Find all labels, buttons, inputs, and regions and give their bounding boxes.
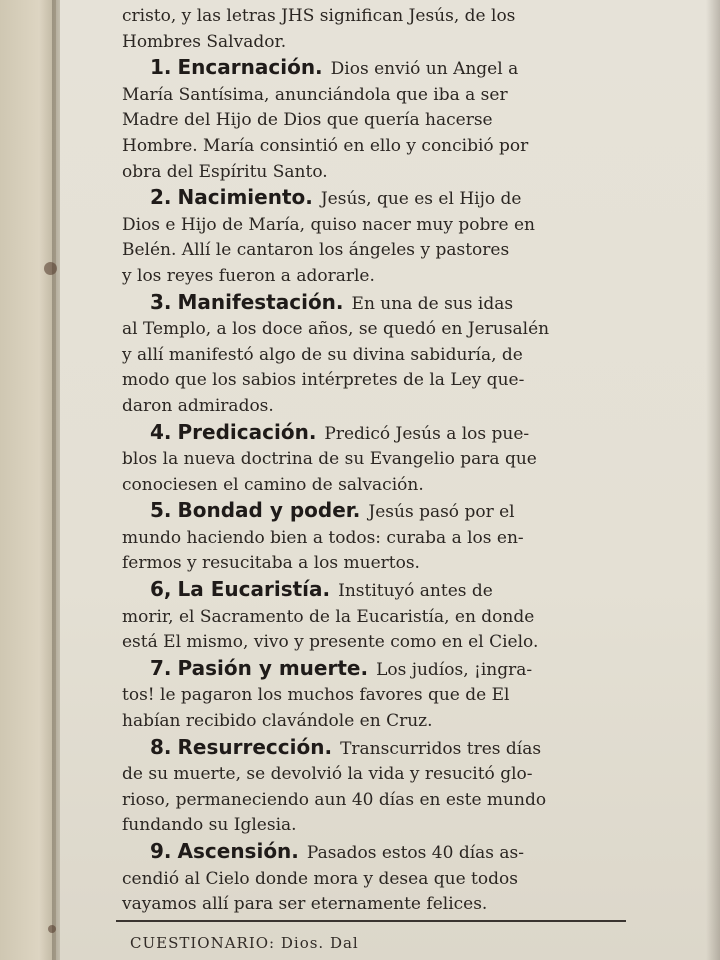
- item-body-line: vayamos allí para ser eternamente felices.: [122, 894, 488, 915]
- item-body-line: mundo haciendo bien a todos: curaba a los en-: [122, 527, 524, 548]
- list-item: [122, 839, 628, 918]
- ink-spot: [44, 262, 57, 275]
- item-body-first: En una de sus idas: [351, 293, 514, 314]
- item-body-line: Belén. Allí le cantaron los ángeles y pastores: [122, 240, 510, 261]
- list-item: [122, 185, 628, 289]
- page-text: [122, 4, 628, 918]
- list-item: [122, 55, 628, 185]
- item-heading-line: [122, 420, 628, 448]
- item-body-line: fundando su Iglesia.: [122, 815, 297, 836]
- item-heading-line: [122, 656, 628, 684]
- item-title: Resurrección.: [177, 734, 333, 759]
- item-body-line: María Santísima, anunciándola que iba a ser: [122, 84, 508, 105]
- item-title: Manifestación.: [177, 289, 344, 314]
- item-body-first: Predicó Jesús a los pue-: [324, 423, 530, 444]
- opening-line-1: cristo, y las letras JHS significan Jesús, de los: [122, 6, 516, 26]
- item-heading-line: [122, 577, 628, 605]
- list-item: [122, 290, 628, 420]
- item-body-first: Dios envió un Angel a: [330, 59, 519, 80]
- item-body-line: de su muerte, se devolvió la vida y resucitó glo-: [122, 764, 533, 785]
- page-shadow-edge: [706, 0, 720, 960]
- item-number: 4.: [150, 419, 172, 444]
- item-number: 8.: [150, 734, 172, 759]
- item-heading-line: [122, 839, 628, 867]
- item-title: Bondad y poder.: [177, 498, 361, 523]
- item-body-first: Jesús, que es el Hijo de: [320, 189, 522, 210]
- item-body-line: al Templo, a los doce años, se quedó en Jerusalén: [122, 319, 550, 340]
- item-title: Pasión y muerte.: [177, 655, 369, 680]
- item-number: 1.: [150, 55, 172, 80]
- item-body-first: Los judíos, ¡ingra-: [376, 659, 533, 680]
- list-item: [122, 420, 628, 499]
- opening-line-2: Hombres Salvador.: [122, 31, 287, 52]
- item-body-line: modo que los sabios intérpretes de la Ley que-: [122, 370, 525, 391]
- item-title: Ascensión.: [177, 839, 299, 863]
- item-title: Encarnación.: [177, 55, 323, 80]
- list-item: [122, 656, 628, 735]
- item-body-line: obra del Espíritu Santo.: [122, 161, 328, 182]
- footer-text: CUESTIONARIO: Dios. Dal: [130, 934, 359, 952]
- item-heading-line: [122, 185, 628, 213]
- item-body-line: y allí manifestó algo de su divina sabiduría, de: [122, 344, 523, 365]
- item-number: 9.: [150, 839, 172, 863]
- item-body-line: morir, el Sacramento de la Eucaristía, en donde: [122, 606, 535, 627]
- item-body-line: cendió al Cielo donde mora y desea que todos: [122, 868, 518, 889]
- item-title: Predicación.: [177, 419, 317, 444]
- item-heading-line: [122, 290, 628, 318]
- list-item: [122, 498, 628, 577]
- item-body-line: Madre del Hijo de Dios que quería hacerse: [122, 110, 493, 131]
- item-body-line: Hombre. María consintió en ello y concibió por: [122, 135, 529, 156]
- item-body-line: Dios e Hijo de María, quiso nacer muy pobre en: [122, 214, 535, 235]
- item-body-line: tos! le pagaron los muchos favores que de El: [122, 685, 510, 706]
- list-item: [122, 735, 628, 839]
- item-number: 6,: [150, 577, 172, 602]
- item-number: 2.: [150, 185, 172, 210]
- item-body-line: fermos y resucitaba a los muertos.: [122, 553, 420, 574]
- item-body-line: blos la nueva doctrina de su Evangelio para que: [122, 449, 537, 470]
- list-item: [122, 577, 628, 656]
- item-body-first: Instituyó antes de: [338, 581, 493, 602]
- item-body-line: habían recibido clavándole en Cruz.: [122, 711, 433, 732]
- item-heading-line: [122, 55, 628, 83]
- item-heading-line: [122, 735, 628, 763]
- item-number: 7.: [150, 655, 172, 680]
- item-body-first: Pasados estos 40 días as-: [306, 843, 525, 863]
- item-title: Nacimiento.: [177, 185, 313, 210]
- item-body-line: conociesen el camino de salvación.: [122, 474, 424, 495]
- divider-line: [116, 920, 626, 922]
- items-list: [122, 55, 628, 918]
- item-body-line: está El mismo, vivo y presente como en el Cielo.: [122, 632, 539, 653]
- item-title: La Eucaristía.: [177, 577, 331, 602]
- ink-spot: [48, 925, 56, 933]
- item-body-first: Jesús pasó por el: [368, 502, 515, 523]
- item-body-line: daron admirados.: [122, 395, 274, 416]
- item-body-line: rioso, permaneciendo aun 40 días en este mundo: [122, 789, 547, 810]
- item-number: 3.: [150, 289, 172, 314]
- item-body-line: y los reyes fueron a adorarle.: [122, 265, 375, 286]
- item-body-first: Transcurridos tres días: [340, 738, 542, 759]
- left-page-edge: [0, 0, 56, 960]
- item-heading-line: [122, 498, 628, 526]
- item-number: 5.: [150, 498, 172, 523]
